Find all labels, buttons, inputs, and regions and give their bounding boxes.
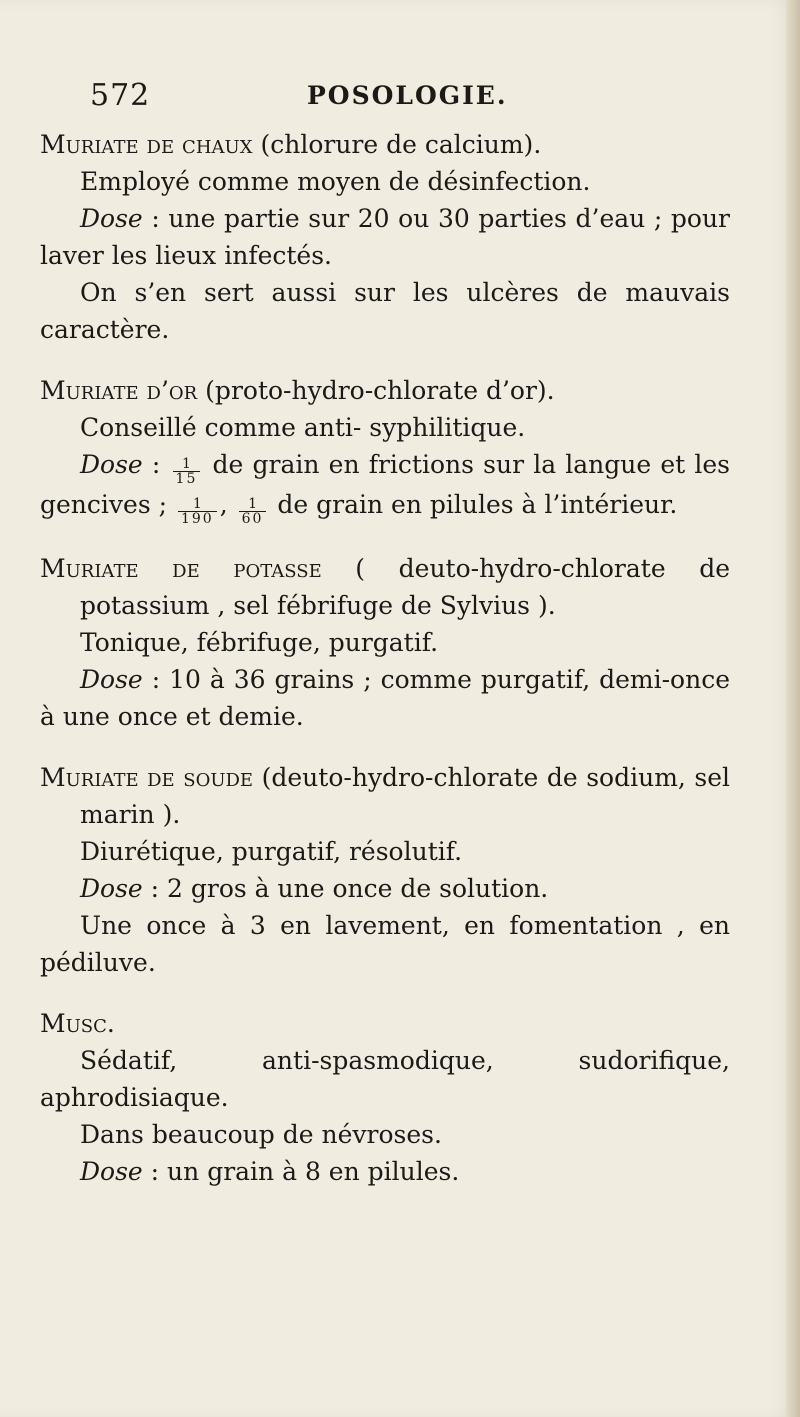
entry-heading [40,1005,730,1042]
dose-comma: , [219,490,236,519]
entry-gloss: ( deuto-hydro-chlorate de potassium , sel fébrifuge de Sylvius ). [80,554,730,620]
running-title: POSOLOGIE. [307,81,508,110]
entry-term: Muriate d’or [40,376,198,405]
fraction [178,497,217,526]
entry-paragraph: On s’en sert aussi sur les ulcères de mauvais caractère. [40,278,730,344]
fraction-numerator: 1 [239,497,267,512]
entry-term: Muriate de chaux [40,130,253,159]
dose-text: : 2 gros à une once de solution. [142,874,549,903]
entry-paragraph [40,870,730,907]
dose-text: : une partie sur 20 ou 30 parties d’eau ; pour laver les lieux infectés. [40,204,730,270]
dose-label: Dose [80,665,143,694]
entry-paragraph: Employé comme moyen de désinfection. [80,167,591,196]
entry-heading [40,550,730,624]
entry-paragraph: Dans beaucoup de névroses. [80,1120,442,1149]
dose-label: Dose [80,204,143,233]
entry-paragraph: Tonique, fébrifuge, purgatif. [80,628,439,657]
entry-paragraph [40,661,730,735]
dose-text: : 10 à 36 grains ; comme purgatif, demi-once à une once et demie. [40,665,730,731]
fraction-denominator: 190 [180,511,214,527]
entry-paragraph [40,200,730,274]
entry-paragraph: Conseillé comme anti- syphilitique. [80,413,526,442]
dose-text: de grain en pilules à l’intérieur. [269,490,678,519]
entry-paragraph: Diurétique, purgatif, résolutif. [80,837,463,866]
dose-separator: : [142,450,170,479]
dose-label: Dose [80,874,143,903]
fraction [239,497,267,526]
dose-label: Dose [80,1157,143,1186]
entry-paragraph [40,1153,730,1190]
page-edge [786,0,800,1417]
entry-paragraph: Une once à 3 en lavement, en fomentation , en pédiluve. [40,911,730,977]
fraction-numerator: 1 [178,497,217,512]
entry-gloss: (chlorure de calcium). [252,130,542,159]
dose-text: : un grain à 8 en pilules. [142,1157,460,1186]
entry-paragraph: Sédatif, anti-spasmodique, sudorifique, aphrodisiaque. [40,1046,730,1112]
entry-heading [40,759,730,833]
entry-term: Muriate de soude [40,763,254,792]
fraction-denominator: 15 [175,471,198,487]
entry-term: Musc. [40,1009,115,1038]
dose-paragraph [40,446,730,526]
page-number: 572 [90,78,151,113]
entry-heading [40,126,730,163]
fraction-denominator: 60 [241,511,264,527]
entry-gloss: (deuto-hydro-chlorate de sodium, sel marin ). [80,763,731,829]
dose-label: Dose [80,450,143,479]
entry-term: Muriate de potasse [40,554,322,583]
fraction-numerator: 1 [173,457,201,472]
dose-text: de grain en frictions sur la langue et les gencives ; [40,450,730,519]
entry-gloss: (proto-hydro-chlorate d’or). [197,376,555,405]
entry-heading [40,372,730,409]
fraction [173,457,201,486]
running-header [40,78,730,126]
page-text [40,78,730,1190]
